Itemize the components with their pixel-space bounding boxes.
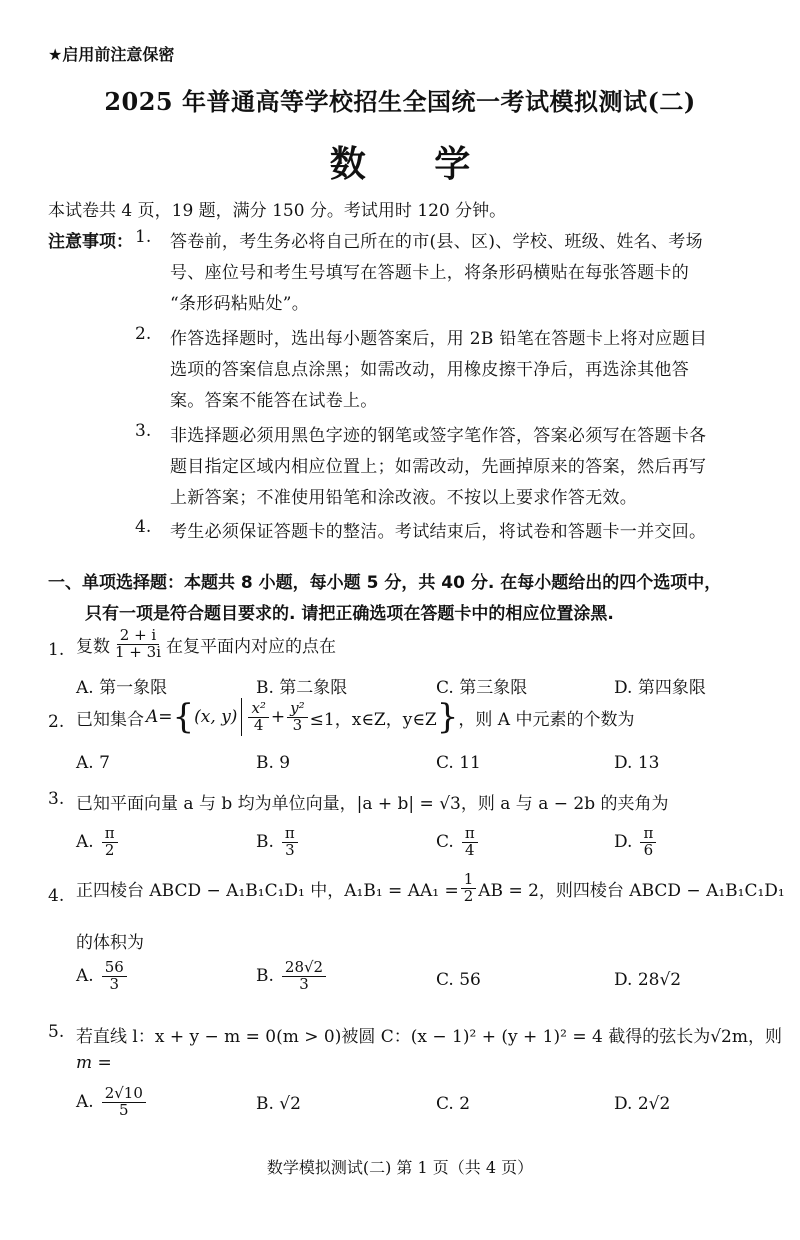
question-number: 2.: [48, 712, 65, 732]
fraction: [248, 698, 268, 734]
fraction-numerator: π: [282, 826, 298, 843]
option-a: A. 第一象限: [76, 678, 168, 698]
option-b: B. 第二象限: [256, 678, 348, 698]
fraction: [102, 1086, 146, 1119]
notice-item-4-line: 考生必须保证答题卡的整洁。考试结束后，将试卷和答题卡一并交回。: [170, 522, 707, 542]
exam-title: 2025 年普通高等学校招生全国统一考试模拟测试(二): [104, 87, 696, 116]
question-text: 复数: [76, 636, 110, 657]
set-divider: [241, 698, 242, 736]
ordered-pair: (x, y): [194, 707, 238, 727]
notice-item-4-num: 4.: [135, 517, 152, 537]
question-number: 1.: [48, 640, 65, 660]
option-label: B.: [256, 832, 274, 853]
fraction-numerator: 1: [461, 872, 477, 889]
option-d: D. 13: [614, 753, 660, 773]
fraction-numerator: 2√10: [102, 1086, 146, 1103]
question-text: 已知集合: [76, 709, 144, 730]
question-4-stem-cont: 的体积为: [76, 933, 144, 953]
fraction: [282, 826, 298, 859]
question-1-stem: [76, 628, 336, 661]
fraction-numerator: 28√2: [282, 960, 326, 977]
question-4-stem: [76, 872, 785, 905]
option-a: [76, 960, 129, 993]
fraction: [287, 698, 308, 734]
option-c: C. 11: [436, 753, 481, 773]
option-b: [256, 960, 328, 993]
fraction-numerator: 2 + i: [117, 628, 159, 645]
plus-sign: +: [270, 707, 286, 727]
open-brace: {: [172, 697, 195, 737]
confidential-label: ★启用前注意保密: [48, 45, 175, 64]
subject-title: 数 学: [329, 143, 499, 185]
fraction-denominator: 3: [299, 974, 309, 993]
question-2-stem: [76, 698, 634, 736]
question-text: 在复平面内对应的点在: [166, 636, 336, 657]
question-number: 3.: [48, 789, 65, 809]
question-text: ，则 A 中元素的个数为: [458, 709, 635, 730]
fraction: [102, 826, 118, 859]
fraction-numerator: π: [462, 826, 478, 843]
question-5-stem: 若直线 l：x + y − m = 0(m > 0)被圆 C：(x − 1)² + (y + 1)² = 4 截得的弦长为√2m，则: [76, 1027, 782, 1047]
fraction-denominator: 1 + 3i: [115, 642, 161, 661]
option-c: C. 2: [436, 1094, 471, 1114]
section-heading: 只有一项是符合题目要求的. 请把正确选项在答题卡中的相应位置涂黑.: [85, 604, 614, 624]
fraction: [462, 826, 478, 859]
equals-sign: =: [158, 707, 173, 727]
notice-item-3-line: 题目指定区域内相应位置上；如需改动，先画掉原来的答案，然后再写: [170, 457, 707, 477]
notice-item-3-line: 上新答案；不准使用铅笔和涂改液。不按以上要求作答无效。: [170, 488, 638, 508]
option-label: A.: [76, 966, 94, 987]
option-label: B.: [256, 966, 274, 987]
notice-item-3-num: 3.: [135, 421, 152, 441]
option-c: C. 第三象限: [436, 678, 528, 698]
notice-item-3-line: 非选择题必须用黑色字迹的钢笔或签字笔作答，答案必须写在答题卡各: [170, 426, 707, 446]
fraction: [282, 960, 326, 993]
option-d: D. 28√2: [614, 970, 682, 990]
fraction-denominator: 6: [643, 840, 654, 859]
question-number: 4.: [48, 886, 65, 906]
option-d: D. 2√2: [614, 1094, 671, 1114]
option-a: A. 7: [76, 753, 110, 773]
question-text: 正四棱台 ABCD − A₁B₁C₁D₁ 中，A₁B₁ = AA₁ =: [76, 880, 459, 901]
option-label: A.: [76, 1092, 94, 1113]
question-3-stem: 已知平面向量 a 与 b 均为单位向量，|a + b| = √3，则 a 与 a − 2b 的夹角为: [76, 794, 669, 814]
fraction-denominator: 2: [104, 840, 115, 859]
page-footer: 数学模拟测试(二) 第 1 页（共 4 页）: [266, 1158, 534, 1177]
notice-item-1-num: 1.: [135, 227, 152, 247]
notice-item-2-num: 2.: [135, 324, 152, 344]
question-number: 5.: [48, 1022, 65, 1042]
exam-intro: 本试卷共 4 页，19 题，满分 150 分。考试用时 120 分钟。: [48, 201, 507, 221]
fraction-numerator: x²: [248, 701, 268, 718]
option-d: D. 第四象限: [614, 678, 706, 698]
option-d: [614, 826, 658, 859]
fraction: [461, 872, 477, 905]
set-condition: ≤1，x∈Z，y∈Z: [309, 709, 437, 730]
fraction-denominator: 4: [464, 840, 475, 859]
notice-item-2-line: 选项的答案信息点涂黑；如需改动，用橡皮擦干净后，再选涂其他答: [170, 360, 689, 380]
fraction: [640, 826, 656, 859]
set-variable: A: [146, 707, 159, 727]
option-label: C.: [436, 832, 454, 853]
option-label: A.: [76, 832, 94, 853]
fraction: [112, 628, 164, 661]
notice-item-2-line: 作答选择题时，选出每小题答案后，用 2B 铅笔在答题卡上将对应题目: [170, 329, 708, 349]
fraction-numerator: y²: [287, 701, 308, 718]
fraction-numerator: π: [640, 826, 656, 843]
option-c: C. 56: [436, 970, 481, 990]
fraction-denominator: 3: [109, 974, 119, 993]
fraction-numerator: π: [102, 826, 118, 843]
fraction-denominator: 3: [292, 715, 303, 734]
notice-item-2-line: 案。答案不能答在试卷上。: [170, 391, 378, 411]
notice-item-1-line: “条形码粘贴处”。: [170, 294, 310, 314]
section-heading: 一、单项选择题：本题共 8 小题，每小题 5 分，共 40 分. 在每小题给出的四个选项中，: [48, 573, 722, 593]
question-5-stem-cont: m =: [76, 1053, 112, 1073]
option-b: B. 9: [256, 753, 291, 773]
fraction-denominator: 4: [253, 715, 264, 734]
notice-item-1-line: 答卷前，考生务必将自己所在的市(县、区)、学校、班级、姓名、考场: [170, 232, 703, 252]
fraction-denominator: 2: [463, 886, 474, 905]
fraction-denominator: 5: [119, 1100, 129, 1119]
option-c: [436, 826, 480, 859]
option-b: B. √2: [256, 1094, 301, 1114]
notice-item-1-line: 号、座位号和考生号填写在答题卡上，将条形码横贴在每张答题卡的: [170, 263, 689, 283]
question-text: AB = 2，则四棱台 ABCD − A₁B₁C₁D₁: [478, 880, 785, 901]
close-brace: }: [436, 697, 459, 737]
option-b: [256, 826, 300, 859]
option-label: D.: [614, 832, 633, 853]
fraction-numerator: 56: [102, 960, 127, 977]
fraction: [102, 960, 127, 993]
fraction-denominator: 3: [285, 840, 295, 859]
option-a: [76, 826, 120, 859]
notice-label: 注意事项：: [48, 232, 133, 252]
option-a: [76, 1086, 148, 1119]
